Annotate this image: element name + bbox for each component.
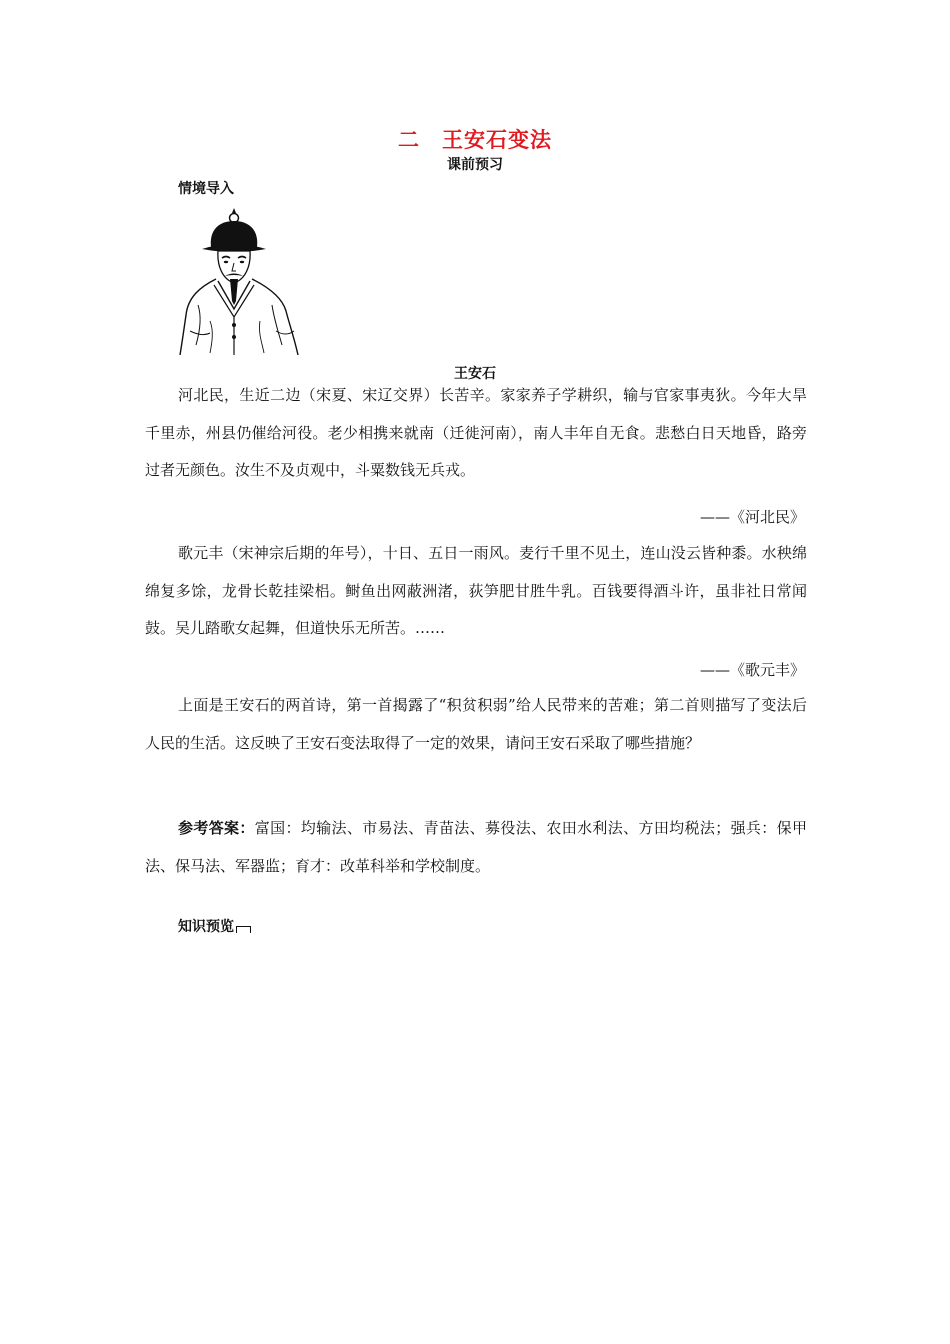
section-heading-preview-label: 知识预览 xyxy=(178,919,234,935)
section-heading-preview xyxy=(178,916,251,936)
question-paragraph: 上面是王安石的两首诗，第一首揭露了“积贫积弱”给人民带来的苦难；第二首则描写了变法后人民的生活。这反映了王安石变法取得了一定的效果，请问王安石采取了哪些措施？ xyxy=(145,696,807,752)
poem-hebeimin-text: 河北民，生近二边（宋夏、宋辽交界）长苦辛。家家养子学耕织，输与官家事夷狄。今年大旱千里赤，州县仍催给河役。老少相携来就南（迁徙河南），南人丰年自无食。悲愁白日天地昏，路旁过者无颜色。汝生不及贞观中，斗粟数钱无兵戎。 xyxy=(145,386,807,479)
wang-anshi-portrait-icon xyxy=(176,205,306,357)
document-title: 二 王安石变法 xyxy=(398,128,552,152)
answer-label: 参考答案： xyxy=(178,819,255,837)
poem-geyuanfeng-text: 歌元丰（宋神宗后期的年号），十日、五日一雨风。麦行千里不见土，连山没云皆种黍。水秧绵绵复多馀，龙骨长乾挂梁梠。鲥鱼出网蔽洲渚，荻笋肥甘胜牛乳。百钱要得酒斗许，虽非社日常闻鼓。吴儿踏歌女起舞，但道快乐无所苦。…… xyxy=(145,544,807,637)
answer-paragraph xyxy=(145,810,807,885)
bracket-mark-icon xyxy=(236,926,251,933)
poem-hebeimin-source: ——《河北民》 xyxy=(699,508,805,526)
section-heading-intro: 情境导入 xyxy=(178,181,234,197)
poem-geyuanfeng-source: ——《歌元丰》 xyxy=(699,661,805,679)
document-subtitle: 课前预习 xyxy=(447,157,503,173)
answer-text: 富国：均输法、市易法、青苗法、募役法、农田水利法、方田均税法；强兵：保甲法、保马法、军器监；育才：改革科举和学校制度。 xyxy=(145,819,807,875)
portrait-caption: 王安石 xyxy=(454,366,496,382)
